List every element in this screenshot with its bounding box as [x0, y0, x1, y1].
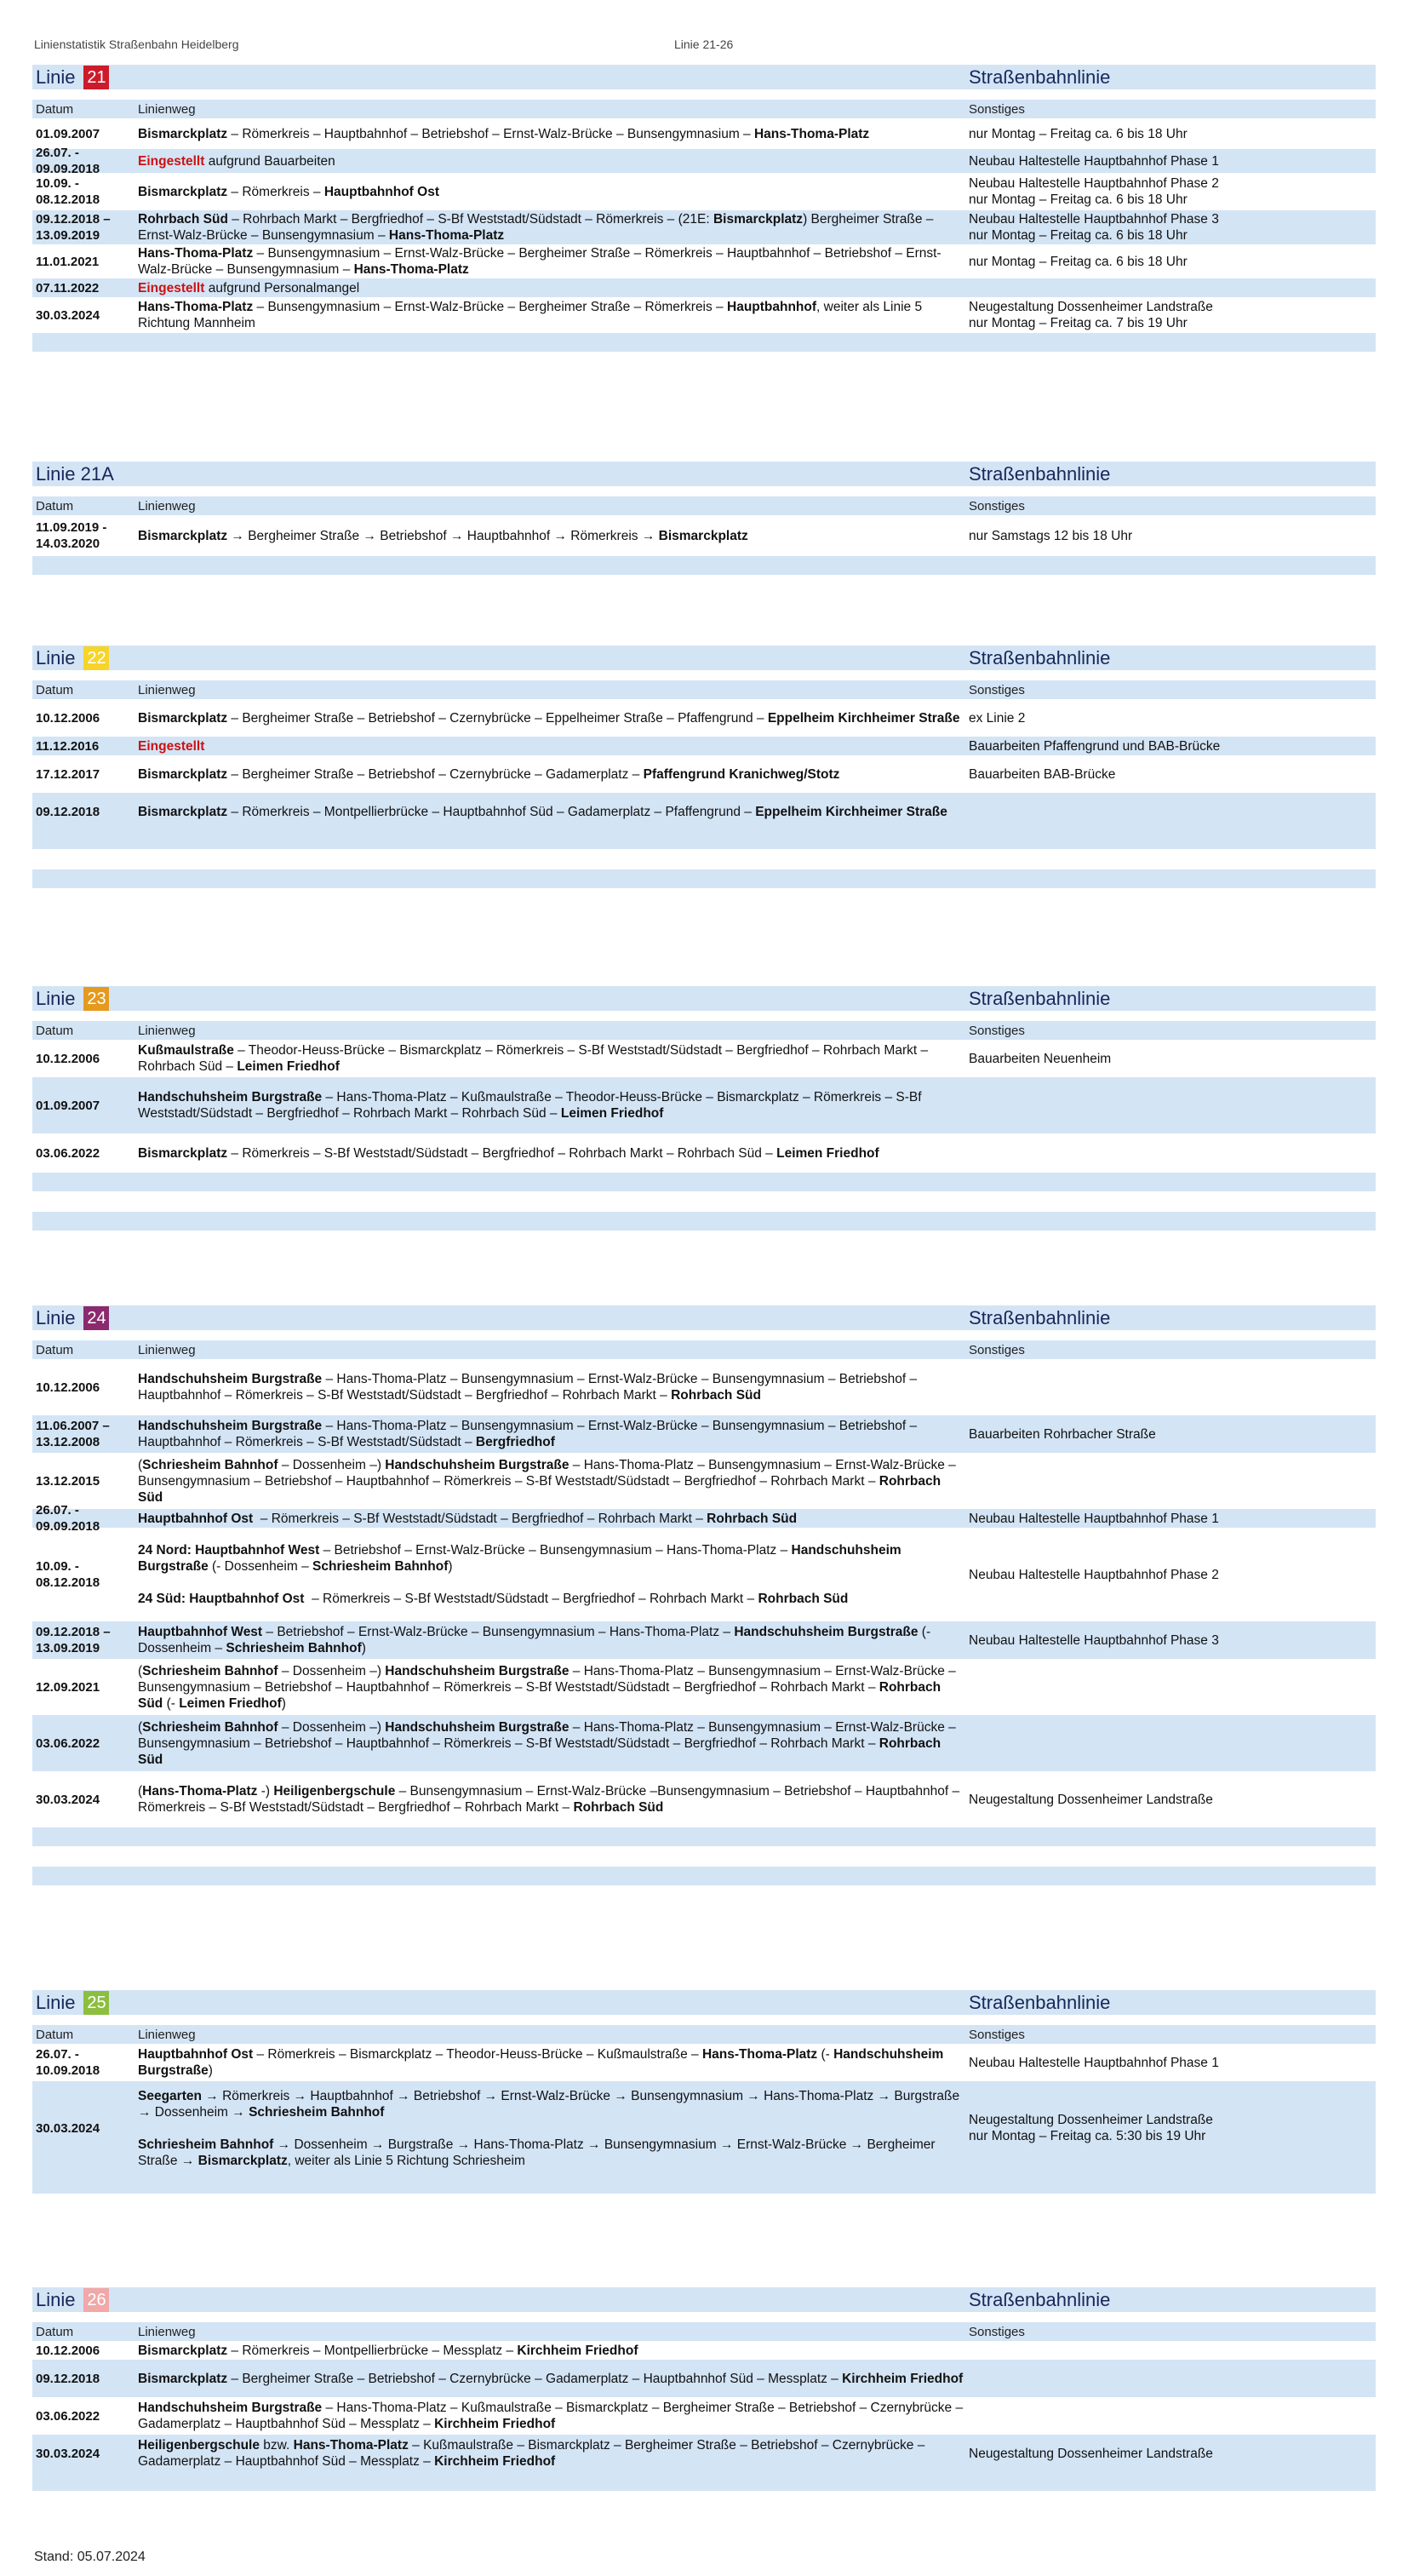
section-kind: Straßenbahnlinie	[969, 1306, 1111, 1328]
row-notes: Neubau Haltestelle Hauptbahnhof Phase 2	[969, 1567, 1219, 1582]
row-date: 03.06.2022	[36, 1145, 100, 1161]
table-header	[32, 1340, 1376, 1359]
empty-row-band	[32, 1827, 1376, 1846]
section-title-row	[32, 1990, 1376, 2015]
row-route: Bismarckplatz – Bergheimer Straße – Betriebshof – Czernybrücke – Gadamerplatz – Hauptbahnhof Süd – Messplatz – Kirchheim Friedhof	[138, 2371, 964, 2386]
row-route: Bismarckplatz – Bergheimer Straße – Betriebshof – Czernybrücke – Gadamerplatz – Pfaffengrund Kranichweg/Stotz	[138, 766, 840, 782]
table-row	[32, 2397, 1376, 2435]
table-row	[32, 1040, 1376, 1077]
table-row	[32, 1528, 1376, 1621]
table-body	[32, 2044, 1376, 2175]
row-route: Hauptbahnhof Ost – Römerkreis – S-Bf Weststadt/Südstadt – Bergfriedhof – Rohrbach Markt – Rohrbach Süd	[138, 1511, 798, 1526]
col-other-header: Sonstiges	[969, 2324, 1025, 2339]
row-route: Eingestellt aufgrund Personalmangel	[138, 280, 360, 295]
table-row	[32, 1503, 1376, 1534]
table-row	[32, 2044, 1376, 2081]
col-date-header: Datum	[36, 682, 74, 697]
empty-row-band	[32, 830, 1376, 849]
section-kind: Straßenbahnlinie	[969, 987, 1111, 1009]
row-notes: ex Linie 2	[969, 710, 1026, 726]
col-route-header: Linienweg	[138, 682, 196, 697]
table-row	[32, 737, 1376, 755]
empty-row-band	[32, 1867, 1376, 1885]
table-body	[32, 1040, 1376, 1173]
row-notes: Neugestaltung Dossenheimer Landstraße nur Montag – Freitag ca. 7 bis 19 Uhr	[969, 300, 1213, 330]
table-header	[32, 2322, 1376, 2341]
col-other-header: Sonstiges	[969, 498, 1025, 513]
row-route: Handschuhsheim Burgstraße – Hans-Thoma-Platz – Bunsengymnasium – Ernst-Walz-Brücke – Bunsengymnasium – Betriebshof – Hauptbahnhof – Römerkreis – S-Bf Weststadt/Südstadt – Bergfriedhof	[138, 1419, 918, 1449]
section-label: Linie	[36, 987, 76, 1009]
col-other-header: Sonstiges	[969, 2027, 1025, 2042]
row-route: Seegarten → Römerkreis → Hauptbahnhof → Betriebshof → Ernst-Walz-Brücke → Bunsengymnasium → Hans-Thoma-Platz → Burgstraße → Dossenheim → Schriesheim Bahnhof Schriesheim Bahnhof → Dossenheim → Burgstraße → Hans-Thoma-Platz → Bunsengymnasium → Ernst-Walz-Brücke → Bergheimer Straße → Bismarckplatz, weiter als Linie 5 Richtung Schriesheim	[138, 2088, 960, 2168]
col-date-header: Datum	[36, 498, 74, 513]
row-date: 26.07. - 09.09.2018	[36, 146, 100, 176]
section-title-row	[32, 65, 1376, 89]
row-date: 10.12.2006	[36, 1051, 100, 1066]
section-linie-24	[32, 1305, 1376, 1885]
col-date-header: Datum	[36, 2324, 74, 2339]
row-route: Kußmaulstraße – Theodor-Heuss-Brücke – Bismarckplatz – Römerkreis – S-Bf Weststadt/Südstadt – Bergfriedhof – Rohrbach Markt – Rohrbach Süd – Leimen Friedhof	[138, 1043, 929, 1074]
table-header	[32, 2025, 1376, 2044]
table-row	[32, 2341, 1376, 2360]
line-badge: 21	[83, 66, 109, 89]
row-route: Bismarckplatz – Römerkreis – Hauptbahnhof Ost	[138, 184, 439, 199]
row-notes: Bauarbeiten Pfaffengrund und BAB-Brücke	[969, 738, 1221, 754]
section-linie-21	[32, 65, 1376, 352]
section-linie-21a	[32, 462, 1376, 575]
section-label: Linie	[36, 1991, 76, 2013]
section-kind: Straßenbahnlinie	[969, 1991, 1111, 2013]
section-title-row	[32, 2287, 1376, 2312]
col-date-header: Datum	[36, 101, 74, 117]
row-route: Hauptbahnhof West – Betriebshof – Ernst-Walz-Brücke – Bunsengymnasium – Hans-Thoma-Platz – Handschuhsheim Burgstraße (- Dossenheim – Schriesheim Bahnhof)	[138, 1625, 931, 1655]
col-other-header: Sonstiges	[969, 1023, 1025, 1038]
row-notes: Neubau Haltestelle Hauptbahnhof Phase 1	[969, 1511, 1219, 1526]
row-date: 09.12.2018	[36, 2371, 100, 2386]
row-notes: nur Samstags 12 bis 18 Uhr	[969, 528, 1133, 543]
empty-row-band	[32, 556, 1376, 575]
row-date: 10.09. - 08.12.2018	[36, 1559, 100, 1590]
row-route: Bismarckplatz – Römerkreis – Hauptbahnhof – Betriebshof – Ernst-Walz-Brücke – Bunsengymnasium – Hans-Thoma-Platz	[138, 126, 870, 141]
row-date: 03.06.2022	[36, 2408, 100, 2424]
table-header	[32, 100, 1376, 118]
row-date: 09.12.2018 – 13.09.2019	[36, 212, 111, 243]
section-label: Linie	[36, 2288, 76, 2310]
section-label: Linie	[36, 646, 76, 668]
row-notes: Neubau Haltestelle Hauptbahnhof Phase 3 nur Montag – Freitag ca. 6 bis 18 Uhr	[969, 212, 1219, 243]
table-row	[32, 1077, 1376, 1133]
table-row	[32, 1359, 1376, 1415]
row-date: 11.09.2019 - 14.03.2020	[36, 520, 107, 551]
section-title-row	[32, 986, 1376, 1011]
line-badge: 24	[83, 1306, 109, 1330]
row-route: Handschuhsheim Burgstraße – Hans-Thoma-Platz – Bunsengymnasium – Ernst-Walz-Brücke – Bunsengymnasium – Betriebshof – Hauptbahnhof – Römerkreis – S-Bf Weststadt/Südstadt – Bergfriedhof – Rohrbach Markt – Rohrbach Süd	[138, 1372, 918, 1403]
table-row	[32, 1621, 1376, 1659]
row-notes: Neugestaltung Dossenheimer Landstraße	[969, 2446, 1213, 2461]
row-notes: Bauarbeiten BAB-Brücke	[969, 766, 1116, 782]
line-badge: 22	[83, 646, 109, 670]
row-route: 24 Nord: Hauptbahnhof West – Betriebshof – Ernst-Walz-Brücke – Bunsengymnasium – Hans-Thoma-Platz – Handschuhsheim Burgstraße (- Dossenheim – Schriesheim Bahnhof) 24 Süd: Hauptbahnhof Ost – Römerkreis – S-Bf Weststadt/Südstadt – Bergfriedhof – Rohrbach Markt – Rohrbach Süd	[138, 1543, 901, 1606]
row-route: Bismarckplatz → Bergheimer Straße → Betriebshof → Hauptbahnhof → Römerkreis → Bismarckplatz	[138, 528, 748, 543]
row-route: Heiligenbergschule bzw. Hans-Thoma-Platz – Kußmaulstraße – Bismarckplatz – Bergheimer Straße – Betriebshof – Czernybrücke – Gadamerplatz – Hauptbahnhof Süd – Messplatz – Kirchheim Friedhof	[138, 2438, 925, 2469]
empty-row-band	[32, 869, 1376, 888]
table-body	[32, 515, 1376, 556]
row-date: 30.03.2024	[36, 1792, 100, 1807]
table-row	[32, 793, 1376, 830]
table-row	[32, 1453, 1376, 1509]
table-row	[32, 2360, 1376, 2397]
row-date: 10.12.2006	[36, 2343, 100, 2358]
document-title: Linienstatistik Straßenbahn Heidelberg	[34, 37, 239, 51]
col-route-header: Linienweg	[138, 1023, 196, 1038]
row-route: Handschuhsheim Burgstraße – Hans-Thoma-Platz – Kußmaulstraße – Bismarckplatz – Bergheimer Straße – Betriebshof – Czernybrücke – Gadamerplatz – Hauptbahnhof Süd – Messplatz – Kirchheim Friedhof	[138, 2401, 964, 2431]
row-date: 30.03.2024	[36, 2120, 100, 2136]
table-body	[32, 2341, 1376, 2472]
section-label: Linie	[36, 1306, 76, 1328]
col-date-header: Datum	[36, 1023, 74, 1038]
empty-row-band	[32, 1212, 1376, 1231]
row-date: 11.01.2021	[36, 254, 100, 269]
table-row	[32, 2435, 1376, 2472]
table-row	[32, 210, 1376, 244]
line-badge: 26	[83, 2288, 109, 2312]
table-row	[32, 297, 1376, 333]
row-route: (Schriesheim Bahnhof – Dossenheim –) Handschuhsheim Burgstraße – Hans-Thoma-Platz – Bunsengymnasium – Ernst-Walz-Brücke –Bunsengymnasium – Betriebshof – Hauptbahnhof – Römerkreis – S-Bf Weststadt/Südstadt – Bergfriedhof – Rohrbach Markt – Rohrbach Süd (- Leimen Friedhof)	[138, 1663, 956, 1711]
section-kind: Straßenbahnlinie	[969, 2288, 1111, 2310]
table-body	[32, 1359, 1376, 1827]
col-route-header: Linienweg	[138, 498, 196, 513]
document-range: Linie 21-26	[674, 37, 734, 51]
col-route-header: Linienweg	[138, 2324, 196, 2339]
row-date: 10.12.2006	[36, 710, 100, 726]
col-date-header: Datum	[36, 2027, 74, 2042]
row-route: Eingestellt aufgrund Bauarbeiten	[138, 153, 335, 169]
section-title-row	[32, 1305, 1376, 1330]
row-route: (Schriesheim Bahnhof – Dossenheim –) Handschuhsheim Burgstraße – Hans-Thoma-Platz – Bunsengymnasium – Ernst-Walz-Brücke –Bunsengymnasium – Betriebshof – Hauptbahnhof – Römerkreis – S-Bf Weststadt/Südstadt – Bergfriedhof – Rohrbach Markt – Rohrbach Süd	[138, 1457, 956, 1505]
table-row	[32, 1771, 1376, 1827]
table-header	[32, 496, 1376, 515]
empty-row-band	[32, 2472, 1376, 2491]
table-body	[32, 118, 1376, 333]
section-linie-22	[32, 645, 1376, 888]
row-notes: nur Montag – Freitag ca. 6 bis 18 Uhr	[969, 254, 1188, 269]
row-route: Rohrbach Süd – Rohrbach Markt – Bergfriedhof – S-Bf Weststadt/Südstadt – Römerkreis – (21E: Bismarckplatz) Bergheimer Straße – Ernst-Walz-Brücke – Bunsengymnasium – Hans-Thoma-Platz	[138, 212, 934, 243]
row-notes: Neubau Haltestelle Hauptbahnhof Phase 2 nur Montag – Freitag ca. 6 bis 18 Uhr	[969, 176, 1219, 207]
empty-row-band	[32, 333, 1376, 352]
table-row	[32, 244, 1376, 278]
row-date: 03.06.2022	[36, 1736, 100, 1751]
table-row	[32, 755, 1376, 793]
section-title-row	[32, 462, 1376, 486]
row-notes: Neugestaltung Dossenheimer Landstraße nur Montag – Freitag ca. 5:30 bis 19 Uhr	[969, 2113, 1213, 2143]
section-kind: Straßenbahnlinie	[969, 66, 1111, 88]
row-date: 30.03.2024	[36, 307, 100, 323]
row-route: Bismarckplatz – Römerkreis – Montpellierbrücke – Messplatz – Kirchheim Friedhof	[138, 2343, 638, 2358]
row-notes: Neubau Haltestelle Hauptbahnhof Phase 1	[969, 153, 1219, 169]
row-date: 26.07. - 10.09.2018	[36, 2047, 100, 2078]
row-notes: Bauarbeiten Neuenheim	[969, 1051, 1112, 1066]
row-notes: Neubau Haltestelle Hauptbahnhof Phase 3	[969, 1632, 1219, 1648]
row-date: 26.07. - 09.09.2018	[36, 1503, 100, 1534]
row-date: 07.11.2022	[36, 280, 100, 295]
section-label: Linie 21A	[36, 462, 114, 485]
col-other-header: Sonstiges	[969, 101, 1025, 117]
footer-stand: Stand: 05.07.2024	[34, 2550, 146, 2564]
row-route: Hans-Thoma-Platz – Bunsengymnasium – Ernst-Walz-Brücke – Bergheimer Straße – Römerkreis – Hauptbahnhof – Betriebshof – Ernst-Walz-Brücke – Bunsengymnasium – Hans-Thoma-Platz	[138, 246, 942, 277]
section-kind: Straßenbahnlinie	[969, 646, 1111, 668]
line-badge: 23	[83, 987, 109, 1011]
col-route-header: Linienweg	[138, 101, 196, 117]
table-row	[32, 699, 1376, 737]
row-date: 30.03.2024	[36, 2446, 100, 2461]
row-route: Hans-Thoma-Platz – Bunsengymnasium – Ernst-Walz-Brücke – Bergheimer Straße – Römerkreis – Hauptbahnhof, weiter als Linie 5 Richtung Mannheim	[138, 300, 923, 330]
section-linie-23	[32, 986, 1376, 1231]
table-row	[32, 515, 1376, 556]
col-route-header: Linienweg	[138, 2027, 196, 2042]
table-row	[32, 1715, 1376, 1771]
col-other-header: Sonstiges	[969, 682, 1025, 697]
row-date: 09.12.2018	[36, 804, 100, 819]
row-notes: Neugestaltung Dossenheimer Landstraße	[969, 1792, 1213, 1807]
row-date: 10.12.2006	[36, 1380, 100, 1395]
empty-row-band	[32, 1173, 1376, 1191]
col-route-header: Linienweg	[138, 1342, 196, 1357]
row-date: 11.12.2016	[36, 738, 100, 754]
table-row	[32, 1415, 1376, 1453]
row-notes: Bauarbeiten Rohrbacher Straße	[969, 1426, 1156, 1442]
table-row	[32, 118, 1376, 149]
row-date: 01.09.2007	[36, 1098, 100, 1113]
row-route: Eingestellt	[138, 738, 205, 754]
table-header	[32, 680, 1376, 699]
row-date: 01.09.2007	[36, 126, 100, 141]
row-date: 12.09.2021	[36, 1679, 100, 1695]
col-other-header: Sonstiges	[969, 1342, 1025, 1357]
table-row	[32, 146, 1376, 176]
table-row	[32, 173, 1376, 210]
row-date: 11.06.2007 – 13.12.2008	[36, 1419, 110, 1449]
row-date: 13.12.2015	[36, 1473, 100, 1489]
row-route: Bismarckplatz – Römerkreis – S-Bf Weststadt/Südstadt – Bergfriedhof – Rohrbach Markt – Rohrbach Süd – Leimen Friedhof	[138, 1145, 879, 1161]
row-route: Bismarckplatz – Römerkreis – Montpellierbrücke – Hauptbahnhof Süd – Gadamerplatz – Pfaffengrund – Eppelheim Kirchheimer Straße	[138, 804, 947, 819]
empty-row-band	[32, 2175, 1376, 2194]
table-row	[32, 278, 1376, 297]
table-header	[32, 1021, 1376, 1040]
section-kind: Straßenbahnlinie	[969, 462, 1111, 485]
table-body	[32, 699, 1376, 830]
section-linie-26	[32, 2287, 1376, 2491]
section-label: Linie	[36, 66, 76, 88]
row-route: Handschuhsheim Burgstraße – Hans-Thoma-Platz – Kußmaulstraße – Theodor-Heuss-Brücke – Bismarckplatz – Römerkreis – S-Bf Weststadt/Südstadt – Bergfriedhof – Rohrbach Markt – Rohrbach Süd – Leimen Friedhof	[138, 1090, 922, 1121]
row-date: 17.12.2017	[36, 766, 100, 782]
line-badge: 25	[83, 1991, 109, 2015]
section-linie-25	[32, 1990, 1376, 2194]
row-notes: Neubau Haltestelle Hauptbahnhof Phase 1	[969, 2055, 1219, 2070]
row-route: Hauptbahnhof Ost – Römerkreis – Bismarckplatz – Theodor-Heuss-Brücke – Kußmaulstraße – Hans-Thoma-Platz (- Handschuhsheim Burgstraße)	[138, 2047, 944, 2078]
section-title-row	[32, 645, 1376, 670]
row-route: (Schriesheim Bahnhof – Dossenheim –) Handschuhsheim Burgstraße – Hans-Thoma-Platz – Bunsengymnasium – Ernst-Walz-Brücke –Bunsengymnasium – Betriebshof – Hauptbahnhof – Römerkreis – S-Bf Weststadt/Südstadt – Bergfriedhof – Rohrbach Markt – Rohrbach Süd	[138, 1719, 956, 1767]
table-row	[32, 1659, 1376, 1715]
col-date-header: Datum	[36, 1342, 74, 1357]
table-row	[32, 2081, 1376, 2175]
row-route: (Hans-Thoma-Platz -) Heiligenbergschule – Bunsengymnasium – Ernst-Walz-Brücke –Bunsengymnasium – Betriebshof – Hauptbahnhof – Römerkreis – S-Bf Weststadt/Südstadt – Bergfriedhof – Rohrbach Markt – Rohrbach Süd	[138, 1784, 960, 1815]
row-date: 10.09. - 08.12.2018	[36, 176, 100, 207]
row-notes: nur Montag – Freitag ca. 6 bis 18 Uhr	[969, 126, 1188, 141]
row-date: 09.12.2018 – 13.09.2019	[36, 1625, 111, 1655]
row-route: Bismarckplatz – Bergheimer Straße – Betriebshof – Czernybrücke – Eppelheimer Straße – Pfaffengrund – Eppelheim Kirchheimer Straße	[138, 710, 960, 726]
table-row	[32, 1133, 1376, 1173]
